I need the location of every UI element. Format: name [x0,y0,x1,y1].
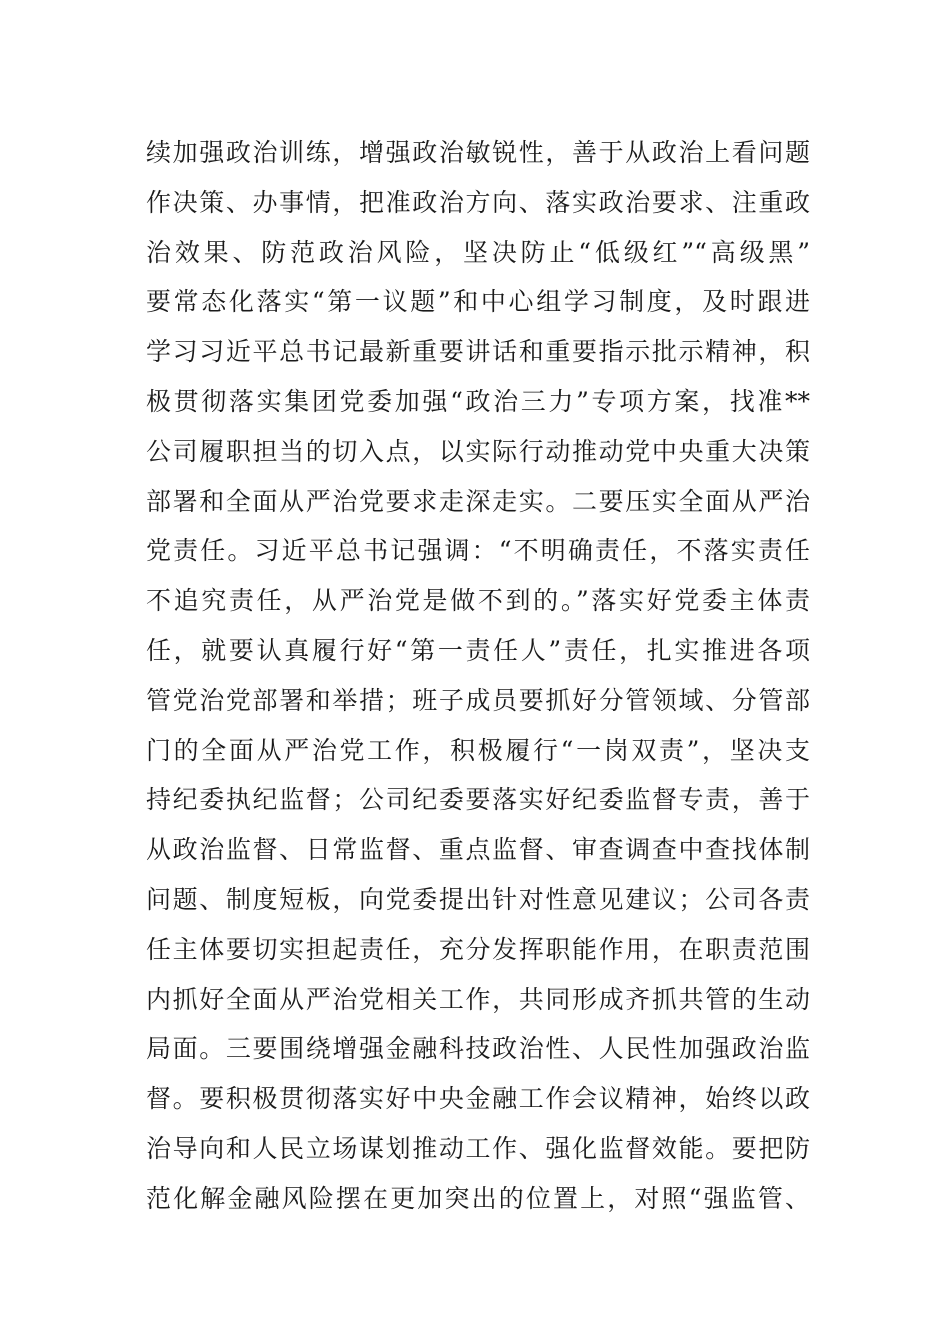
text-line-3: 治效果、防范政治风险，坚决防止“低级红”“高级黑” [146,237,810,267]
text-line-20: 督。要积极贯彻落实好中央金融工作会议精神，始终以政 [146,1084,810,1114]
text-line-4: 要常态化落实“第一议题”和中心组学习制度，及时跟进 [146,287,810,317]
text-line-9: 党责任。习近平总书记强调：“不明确责任，不落实责任 [146,536,810,566]
text-line-17: 任主体要切实担起责任，充分发挥职能作用，在职责范围 [146,934,810,964]
text-line-6: 极贯彻落实集团党委加强“政治三力”专项方案，找准** [146,386,810,416]
text-line-2: 作决策、办事情，把准政治方向、落实政治要求、注重政 [146,187,810,217]
text-line-13: 门的全面从严治党工作，积极履行“一岗双责”，坚决支 [146,735,810,765]
text-line-19: 局面。三要围绕增强金融科技政治性、人民性加强政治监 [146,1034,810,1064]
text-line-12: 管党治党部署和举措；班子成员要抓好分管领域、分管部 [146,685,810,715]
text-line-18: 内抓好全面从严治党相关工作，共同形成齐抓共管的生动 [146,984,810,1014]
text-line-10: 不追究责任，从严治党是做不到的。”落实好党委主体责 [146,586,810,616]
text-line-22: 范化解金融风险摆在更加突出的位置上，对照“强监管、 [146,1183,810,1213]
text-line-11: 任，就要认真履行好“第一责任人”责任，扎实推进各项 [146,635,810,665]
text-line-7: 公司履职担当的切入点，以实际行动推动党中央重大决策 [146,436,810,466]
text-line-14: 持纪委执纪监督；公司纪委要落实好纪委监督专责，善于 [146,785,810,815]
body-text [146,128,810,1224]
text-line-1: 续加强政治训练，增强政治敏锐性，善于从政治上看问题 [146,138,810,167]
text-line-5: 学习习近平总书记最新重要讲话和重要指示批示精神，积 [146,337,810,367]
text-line-8: 部署和全面从严治党要求走深走实。二要压实全面从严治 [146,486,810,516]
text-line-15: 从政治监督、日常监督、重点监督、审查调查中查找体制 [146,835,810,865]
text-line-16: 问题、制度短板，向党委提出针对性意见建议；公司各责 [146,884,810,914]
text-line-21: 治导向和人民立场谋划推动工作、强化监督效能。要把防 [146,1133,810,1163]
